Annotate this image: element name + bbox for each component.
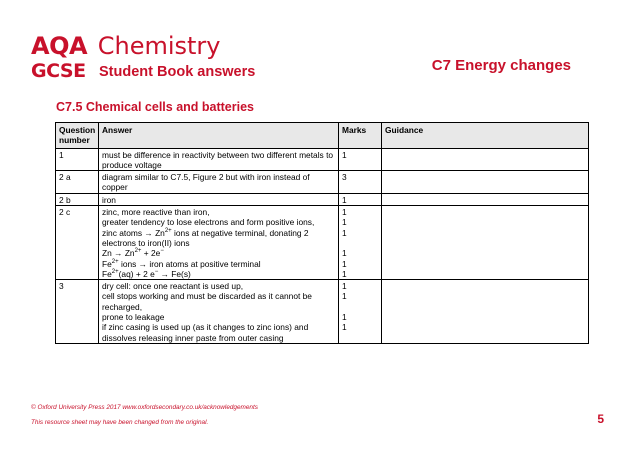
header-question: Question number [56, 123, 99, 149]
answer-line: prone to leakage [102, 312, 165, 323]
mark-value: 1 [342, 312, 347, 323]
logo-subject: Chemistry [97, 32, 221, 60]
cell-answer [99, 148, 339, 171]
header-guidance: Guidance [382, 123, 589, 149]
answer-line: $Fe^{2+}$ ions → iron atoms at positive terminal [102, 258, 261, 269]
cell-answer [99, 280, 339, 344]
logo-brand: AQA [31, 32, 88, 60]
mark-value: 1 [342, 268, 347, 279]
logo-line-1 [31, 34, 221, 59]
answer-line: dissolves releasing inner paste from outer casing [102, 332, 284, 343]
answer-line: greater tendency to lose electrons and form positive ions, [102, 217, 315, 228]
cell-question: 1 [56, 148, 99, 171]
cell-marks [339, 171, 382, 194]
answer-line: produce voltage [102, 159, 162, 170]
mark-value: 1 [342, 281, 347, 292]
table-row [56, 148, 589, 171]
answer-line: must be difference in reactivity between two different metals to [102, 149, 334, 160]
answers-table [55, 122, 589, 344]
logo-level: GCSE [31, 60, 86, 82]
cell-answer [99, 206, 339, 280]
mark-value [342, 302, 378, 312]
cell-guidance [382, 148, 589, 171]
book-title: Student Book answers [99, 64, 256, 80]
mark-value: 1 [342, 291, 347, 302]
answer-line: electrons to iron(II) ions [102, 237, 190, 248]
mark-value: 1 [342, 258, 347, 269]
cell-answer [99, 193, 339, 205]
answer-line: recharged, [102, 301, 143, 312]
answer-line: $Zn \to Zn^{2+} + 2e^-$ [102, 248, 164, 259]
cell-guidance [382, 193, 589, 205]
answer-line: cell stops working and must be discarded as it cannot be [102, 291, 312, 302]
cell-question: 2 b [56, 193, 99, 205]
cell-question: 2 c [56, 206, 99, 280]
answer-line: iron [102, 194, 116, 205]
cell-question: 2 a [56, 171, 99, 194]
mark-value: 1 [342, 248, 347, 259]
answer-line: diagram similar to C7.5, Figure 2 but with iron instead of [102, 172, 310, 183]
cell-marks [339, 280, 382, 344]
page-number: 5 [597, 412, 604, 426]
answer-line: $Fe^{2+}(aq) + 2$ e− → Fe(s) [102, 268, 191, 279]
mark-value: 1 [342, 227, 347, 238]
mark-value [342, 333, 378, 343]
aqa-logo [31, 34, 291, 80]
chapter-title: C7 Energy changes [431, 57, 571, 74]
mark-value: 1 [342, 194, 347, 205]
answer-line: copper [102, 182, 128, 193]
section-title: C7.5 Chemical cells and batteries [56, 100, 255, 114]
mark-value [342, 238, 378, 248]
table-row [56, 171, 589, 194]
mark-value: 1 [342, 149, 347, 160]
table-row [56, 280, 589, 344]
logo-line-2 [31, 60, 255, 82]
answer-line: if zinc casing is used up (as it changes to zinc ions) and [102, 322, 309, 333]
cell-answer [99, 171, 339, 194]
cell-question: 3 [56, 280, 99, 344]
header-marks: Marks [339, 123, 382, 149]
footer-note: This resource sheet may have been changed from the original. [31, 419, 209, 426]
footer-copyright: © Oxford University Press 2017 www.oxfordsecondary.co.uk/acknowledgements [31, 404, 258, 411]
mark-value: 1 [342, 217, 347, 228]
answer-line: zinc atoms → $Zn^{2+}$ ions at negative terminal, donating 2 [102, 227, 309, 238]
cell-marks [339, 148, 382, 171]
answer-line: zinc, more reactive than iron, [102, 207, 210, 218]
cell-guidance [382, 206, 589, 280]
mark-value: 1 [342, 207, 347, 218]
cell-marks [339, 193, 382, 205]
table-body [56, 148, 589, 343]
table-row [56, 206, 589, 280]
cell-guidance [382, 171, 589, 194]
cell-guidance [382, 280, 589, 344]
mark-value: 3 [342, 172, 347, 183]
table-header-row [56, 123, 589, 149]
cell-marks [339, 206, 382, 280]
table-row [56, 193, 589, 205]
header-answer: Answer [99, 123, 339, 149]
answer-line: dry cell: once one reactant is used up, [102, 281, 244, 292]
mark-value: 1 [342, 322, 347, 333]
